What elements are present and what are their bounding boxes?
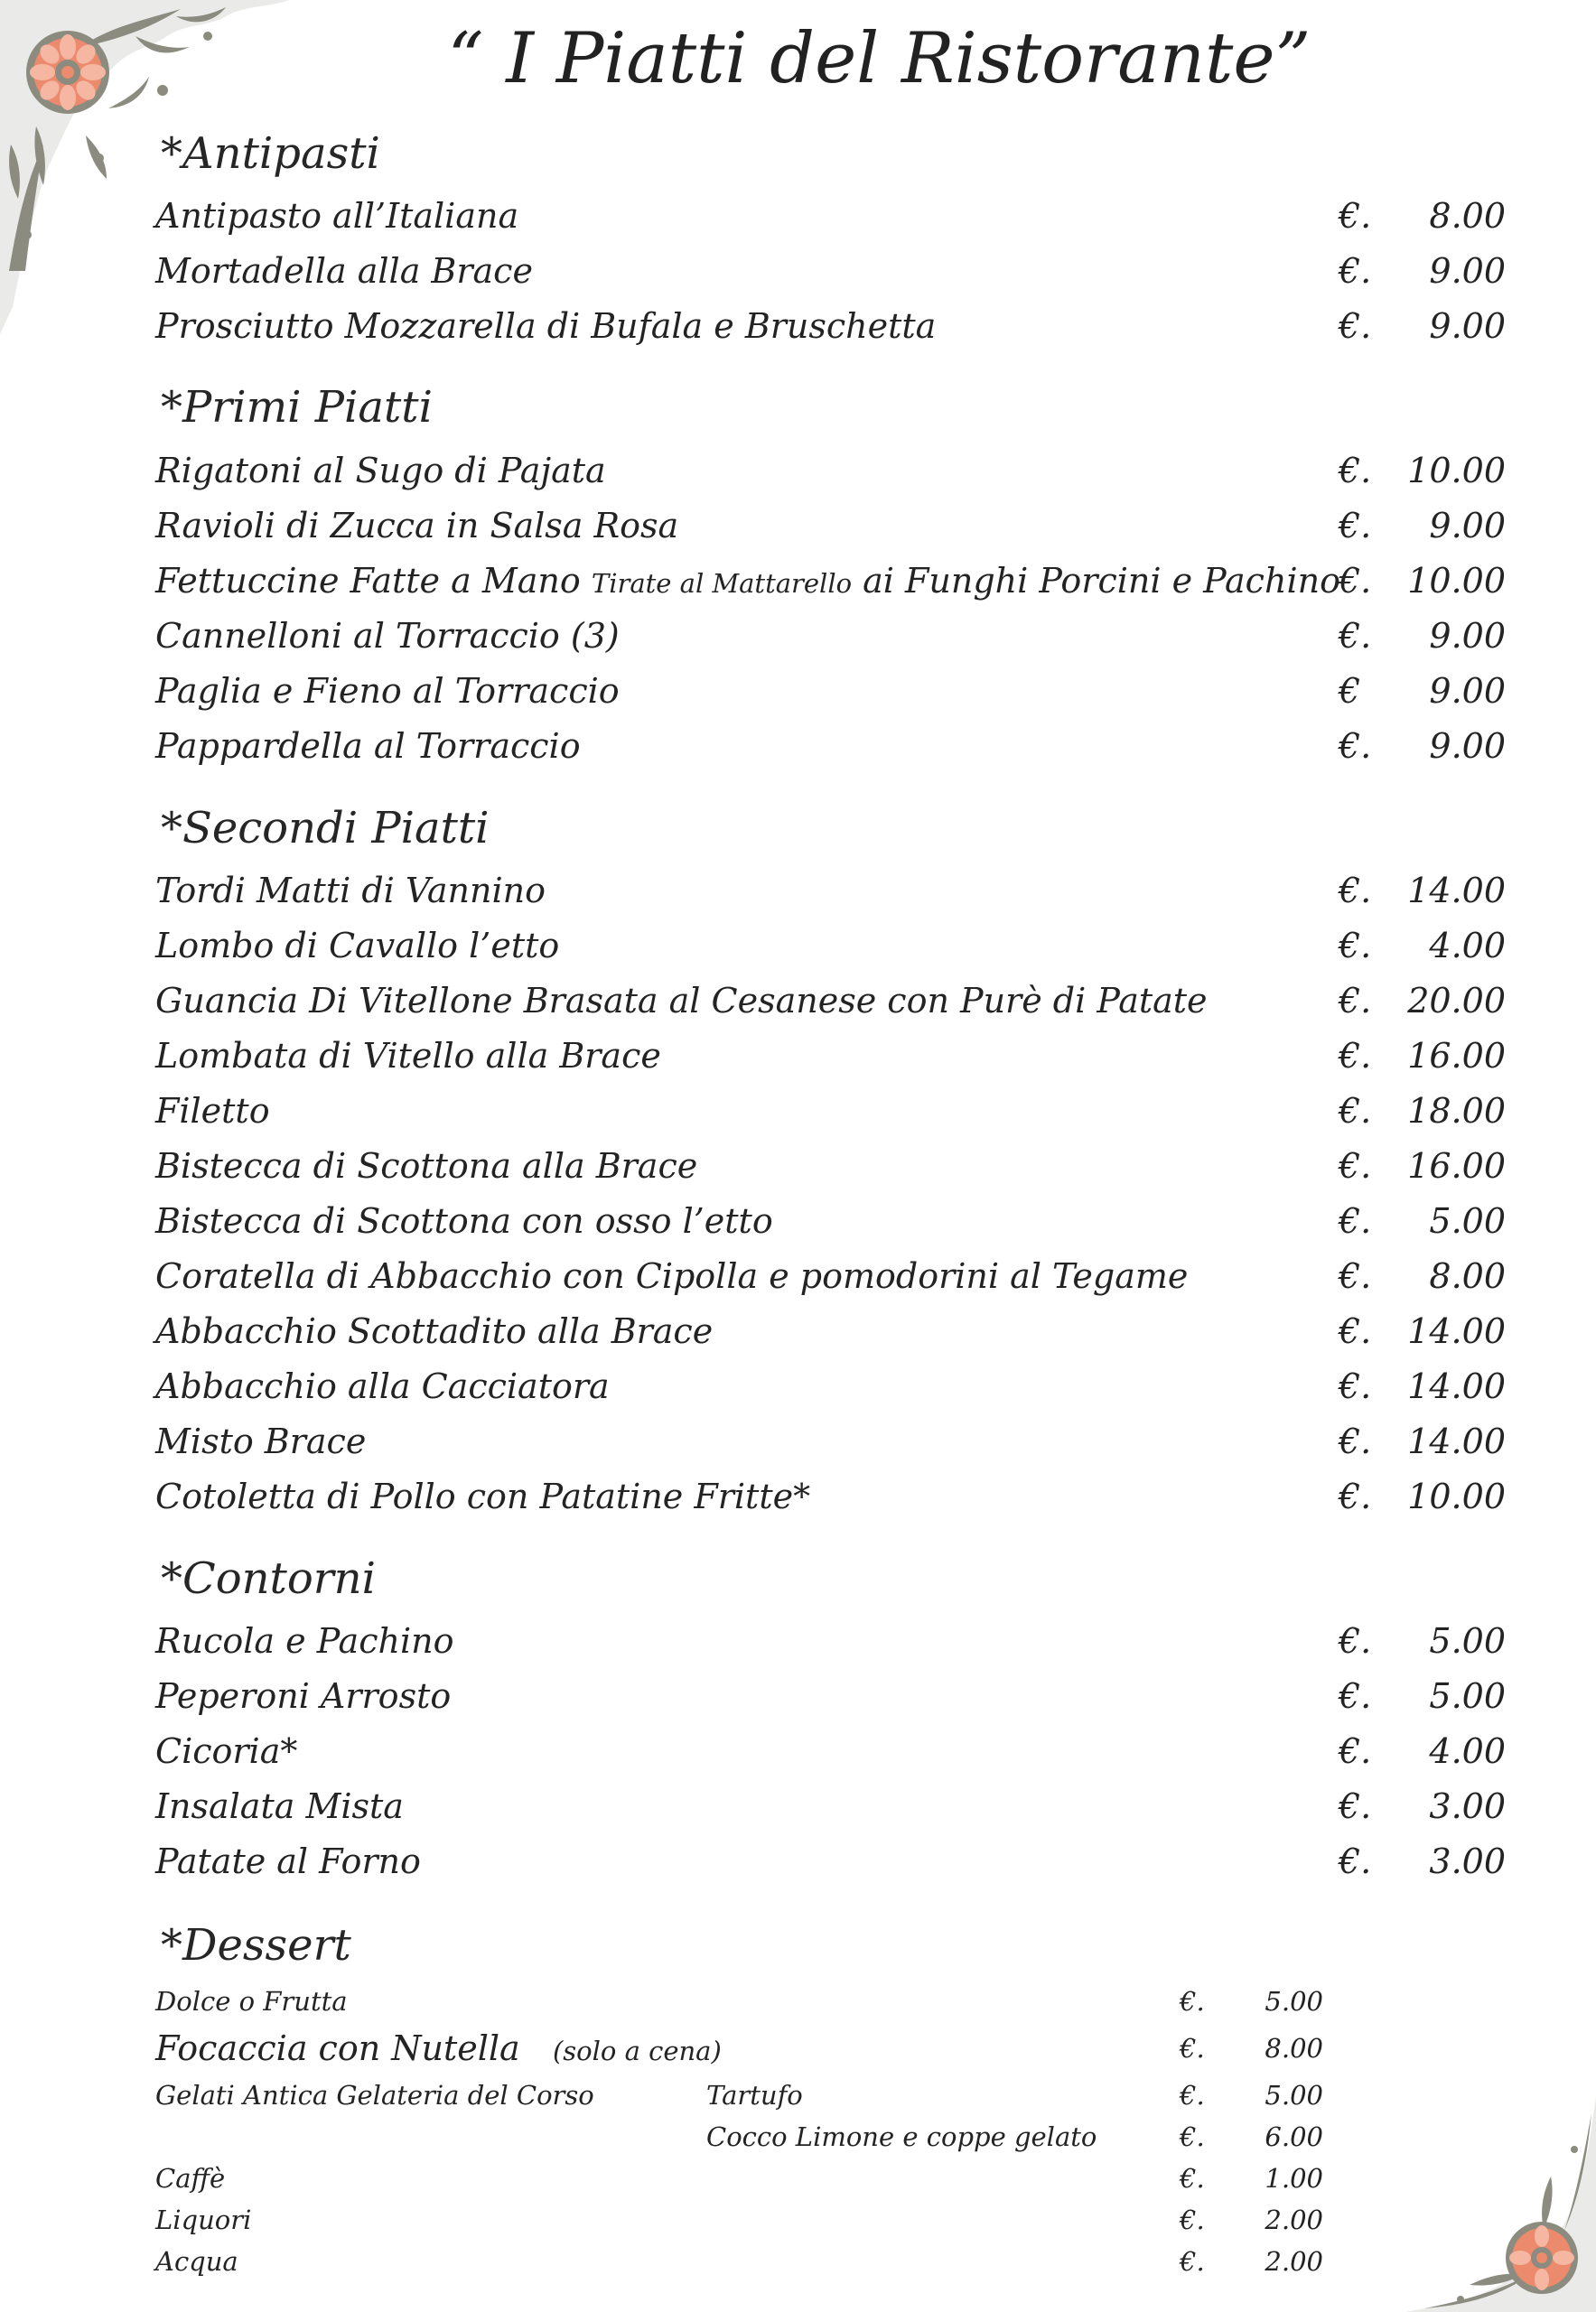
menu-item-name: Bistecca di Scottona alla Brace [155, 1146, 698, 1186]
currency-symbol: €. [1339, 1621, 1372, 1661]
menu-item-name: Tordi Matti di Vannino [155, 871, 546, 910]
menu-item-price: 3.00 [1429, 1841, 1506, 1881]
menu-item-price: 5.00 [1429, 1676, 1506, 1716]
dessert-item [0, 2028, 1596, 2069]
currency-symbol: €. [1339, 1731, 1372, 1771]
menu-item-price: 8.00 [1429, 1256, 1506, 1296]
currency-symbol: €. [1339, 251, 1372, 291]
menu-item [0, 720, 1596, 772]
menu-item-name: Abbacchio alla Cacciatora [155, 1366, 610, 1406]
menu-item [0, 864, 1596, 917]
dessert-item-note: (solo a cena) [552, 2036, 722, 2066]
menu-item-name: Lombata di Vitello alla Brace [155, 1036, 661, 1076]
currency-symbol: €. [1339, 1422, 1372, 1461]
menu-item-price: 4.00 [1429, 1731, 1506, 1771]
menu-item [0, 190, 1596, 242]
menu-item [0, 1085, 1596, 1137]
currency-symbol: €. [1339, 926, 1372, 965]
dessert-item-name-focaccia [155, 2028, 722, 2072]
section-title-primi-piatti: *Primi Piatti [161, 382, 433, 433]
dessert-item-name: Acqua [155, 2246, 238, 2277]
currency-symbol: €. [1339, 1676, 1372, 1716]
menu-item-name: Abbacchio Scottadito alla Brace [155, 1311, 714, 1351]
dessert-item-variant: Tartufo [706, 2080, 803, 2111]
menu-item-price: 10.00 [1407, 561, 1506, 601]
menu-item-name: Pappardella al Torraccio [155, 726, 581, 766]
menu-item [0, 499, 1596, 552]
menu-item [0, 444, 1596, 497]
section-title-dessert: *Dessert [161, 1920, 351, 1971]
menu-item [0, 1670, 1596, 1722]
currency-symbol: €. [1339, 726, 1372, 766]
menu-item-price: 18.00 [1407, 1091, 1506, 1131]
currency-symbol: €. [1339, 1841, 1372, 1881]
dessert-item-price: 1.00 [1265, 2163, 1323, 2194]
menu-item [0, 245, 1596, 297]
dessert-item-name: Dolce o Frutta [155, 1986, 348, 2017]
currency-symbol: €. [1339, 871, 1372, 910]
menu-item-price: 4.00 [1429, 926, 1506, 965]
menu-item [0, 1195, 1596, 1247]
dessert-item-price: 5.00 [1265, 1986, 1323, 2017]
dessert-item [0, 2158, 1596, 2199]
dessert-item-name: Focaccia con Nutella [155, 2028, 520, 2068]
menu-item-name: Antipasto all’Italiana [155, 196, 519, 236]
menu-item-name: Misto Brace [155, 1422, 367, 1461]
section-title-secondi-piatti: *Secondi Piatti [161, 803, 490, 853]
menu-item-price: 16.00 [1407, 1036, 1506, 1076]
menu-item-price: 9.00 [1429, 616, 1506, 656]
menu-item [0, 1725, 1596, 1777]
currency-symbol: €. [1339, 451, 1372, 490]
menu-item-name-suffix: ai Funghi Porcini e Pachino [863, 561, 1340, 601]
menu-item-price: 9.00 [1429, 306, 1506, 346]
menu-item [0, 1615, 1596, 1667]
dessert-item-price: 2.00 [1265, 2246, 1323, 2277]
menu-item [0, 1360, 1596, 1412]
menu-item [0, 1470, 1596, 1523]
menu-item [0, 1030, 1596, 1082]
menu-item [0, 1140, 1596, 1192]
currency-symbol: € [1339, 671, 1361, 711]
currency-symbol: €. [1339, 1146, 1372, 1186]
menu-item-price: 3.00 [1429, 1786, 1506, 1826]
menu-item [0, 919, 1596, 972]
menu-item-price: 9.00 [1429, 671, 1506, 711]
dessert-item-name: Caffè [155, 2163, 226, 2194]
dessert-item-price: 2.00 [1265, 2205, 1323, 2235]
menu-item [0, 974, 1596, 1027]
currency-symbol: €. [1339, 1477, 1372, 1516]
menu-item-name: Peperoni Arrosto [155, 1676, 452, 1716]
menu-item-name: Cannelloni al Torraccio (3) [155, 616, 620, 656]
menu-item [0, 1835, 1596, 1888]
menu-item [0, 1250, 1596, 1302]
section-title-antipasti: *Antipasti [161, 128, 380, 179]
menu-item-name: Lombo di Cavallo l’etto [155, 926, 560, 965]
dessert-item [0, 2199, 1596, 2241]
currency-symbol: €. [1180, 2205, 1205, 2235]
dessert-item-price: 8.00 [1265, 2033, 1323, 2064]
menu-title-text: “ I Piatti del Ristorante” [447, 18, 1311, 99]
menu-item-name: Cicoria* [155, 1731, 298, 1771]
menu-title [0, 9, 1596, 108]
menu-item [0, 1780, 1596, 1832]
menu-item [0, 300, 1596, 352]
menu-item-name: Paglia e Fieno al Torraccio [155, 671, 620, 711]
dessert-item-price: 5.00 [1265, 2080, 1323, 2111]
menu-item-name: Rigatoni al Sugo di Pajata [155, 451, 606, 490]
menu-item-price: 9.00 [1429, 251, 1506, 291]
currency-symbol: €. [1339, 196, 1372, 236]
menu-item-price: 20.00 [1407, 981, 1506, 1021]
menu-item-price: 9.00 [1429, 506, 1506, 545]
menu-item-name: Mortadella alla Brace [155, 251, 533, 291]
menu-item-price: 10.00 [1407, 1477, 1506, 1516]
menu-item-name-fettuccine [155, 555, 1340, 610]
dessert-item [0, 2241, 1596, 2282]
menu-item-price: 14.00 [1407, 1366, 1506, 1406]
section-title-contorni: *Contorni [161, 1553, 376, 1604]
currency-symbol: €. [1339, 561, 1372, 601]
menu-item [0, 555, 1596, 607]
currency-symbol: €. [1339, 1311, 1372, 1351]
menu-item [0, 1415, 1596, 1468]
dessert-item [0, 2116, 1596, 2158]
menu-item-name: Guancia Di Vitellone Brasata al Cesanese con Purè di Patate [155, 981, 1208, 1021]
menu-item-name: Coratella di Abbacchio con Cipolla e pomodorini al Tegame [155, 1256, 1189, 1296]
menu-item-note: Tirate al Mattarello [591, 568, 853, 599]
dessert-item [0, 2074, 1596, 2116]
menu-item-price: 14.00 [1407, 1422, 1506, 1461]
currency-symbol: €. [1339, 616, 1372, 656]
currency-symbol: €. [1180, 1986, 1205, 2017]
currency-symbol: €. [1339, 1256, 1372, 1296]
menu-item-name: Ravioli di Zucca in Salsa Rosa [155, 506, 679, 545]
currency-symbol: €. [1180, 2246, 1205, 2277]
dessert-item [0, 1981, 1596, 2022]
menu-item-name: Bistecca di Scottona con osso l’etto [155, 1201, 773, 1241]
menu-item-name: Rucola e Pachino [155, 1621, 454, 1661]
dessert-item-price: 6.00 [1265, 2121, 1323, 2152]
menu-item-price: 14.00 [1407, 1311, 1506, 1351]
currency-symbol: €. [1339, 506, 1372, 545]
currency-symbol: €. [1180, 2033, 1205, 2064]
menu-item [0, 1305, 1596, 1357]
dessert-item-name: Gelati Antica Gelateria del Corso [155, 2080, 594, 2111]
menu-item-price: 16.00 [1407, 1146, 1506, 1186]
menu-item-price: 14.00 [1407, 871, 1506, 910]
menu-item-name: Cotoletta di Pollo con Patatine Fritte* [155, 1477, 811, 1516]
menu-item-price: 10.00 [1407, 451, 1506, 490]
menu-item-price: 5.00 [1429, 1621, 1506, 1661]
menu-item-price: 5.00 [1429, 1201, 1506, 1241]
currency-symbol: €. [1180, 2163, 1205, 2194]
currency-symbol: €. [1180, 2121, 1205, 2152]
menu-item-name: Patate al Forno [155, 1841, 421, 1881]
currency-symbol: €. [1339, 1036, 1372, 1076]
currency-symbol: €. [1339, 306, 1372, 346]
dessert-item-name: Liquori [155, 2205, 252, 2235]
menu-item-name: Filetto [155, 1091, 270, 1131]
currency-symbol: €. [1339, 1366, 1372, 1406]
menu-item-name: Insalata Mista [155, 1786, 404, 1826]
menu-item-name: Prosciutto Mozzarella di Bufala e Bruschetta [155, 306, 937, 346]
menu-item [0, 610, 1596, 662]
currency-symbol: €. [1339, 1091, 1372, 1131]
currency-symbol: €. [1339, 1201, 1372, 1241]
currency-symbol: €. [1339, 1786, 1372, 1826]
currency-symbol: €. [1180, 2080, 1205, 2111]
menu-item-price: 9.00 [1429, 726, 1506, 766]
dessert-item-variant: Cocco Limone e coppe gelato [706, 2121, 1097, 2152]
menu-item-price: 8.00 [1429, 196, 1506, 236]
currency-symbol: €. [1339, 981, 1372, 1021]
menu-item-name: Fettuccine Fatte a Mano [155, 561, 581, 601]
menu-item [0, 665, 1596, 717]
